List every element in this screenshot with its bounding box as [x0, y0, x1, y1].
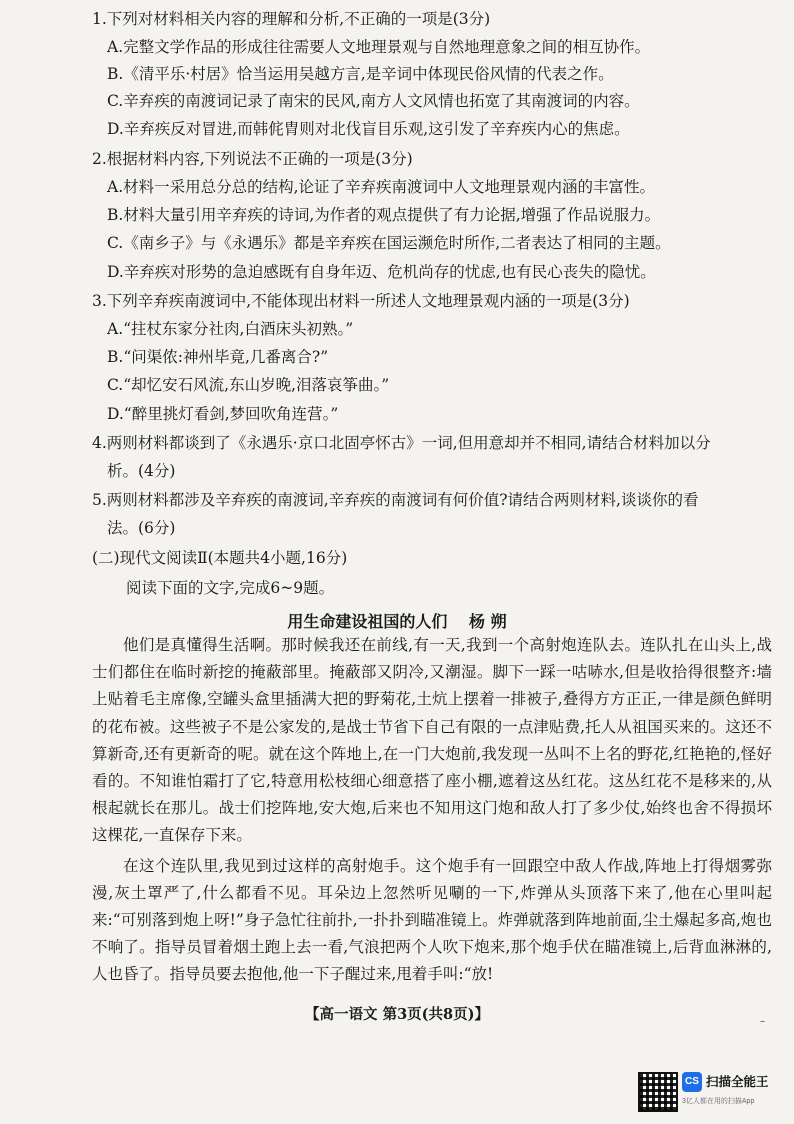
question-3-stem: 3.下列辛弃疾南渡词中,不能体现出材料一所述人文地理景观内涵的一项是(3分): [92, 292, 630, 310]
article-body: [92, 632, 772, 989]
question-4-stem: 4.两则材料都谈到了《永遇乐·京口北固亭怀古》一词,但用意却并不相同,请结合材料加以分: [92, 434, 711, 452]
question-1-option-d: D.辛弃疾反对冒进,而韩侂胄则对北伐盲目乐观,这引发了辛弃疾内心的焦虑。: [107, 120, 630, 138]
question-1-option-b: B.《清平乐·村居》恰当运用吴越方言,是辛词中体现民俗风情的代表之作。: [107, 65, 614, 83]
question-1-option-c: C.辛弃疾的南渡词记录了南宋的民风,南方人文风情也拓宽了其南渡词的内容。: [107, 92, 640, 110]
article-author: 杨 朔: [469, 612, 507, 631]
question-2-option-c: C.《南乡子》与《永遇乐》都是辛弃疾在国运濒危时所作,二者表达了相同的主题。: [107, 234, 671, 252]
question-2-option-a: A.材料一采用总分总的结构,论证了辛弃疾南渡词中人文地理景观内涵的丰富性。: [107, 178, 656, 196]
bleed-through-text: [560, 6, 575, 27]
question-3-option-b: B.“问渠侬:神州毕竟,几番离合?”: [107, 348, 329, 366]
section-heading: (二)现代文阅读Ⅱ(本题共4小题,16分): [92, 549, 348, 567]
article-title: 用生命建设祖国的人们: [287, 612, 448, 631]
article-title-line: [0, 609, 794, 632]
camscanner-logo-icon: CS: [682, 1072, 702, 1092]
qr-code-icon: [638, 1072, 678, 1112]
question-1-stem: 1.下列对材料相关内容的理解和分析,不正确的一项是(3分): [92, 10, 491, 28]
section-instruction: 阅读下面的文字,完成6~9题。: [126, 579, 335, 597]
question-3-option-a: A.“拄杖东家分社肉,白酒床头初熟。”: [107, 320, 354, 338]
question-3-option-c: C.“却忆安石风流,东山岁晚,泪落哀筝曲。”: [107, 376, 390, 394]
page-footer: 【高一语文 第3页(共8页)】: [305, 1006, 489, 1023]
question-2-option-d: D.辛弃疾对形势的急迫感既有自身年迈、危机尚存的忧虑,也有民心丧失的隐忧。: [107, 263, 656, 281]
question-2-option-b: B.材料大量引用辛弃疾的诗词,为作者的观点提供了有力论据,增强了作品说服力。: [107, 206, 661, 224]
question-5-stem: 5.两则材料都涉及辛弃疾的南渡词,辛弃疾的南渡词有何价值?请结合两则材料,谈谈你的看: [92, 491, 699, 509]
question-2-stem: 2.根据材料内容,下列说法不正确的一项是(3分): [92, 150, 413, 168]
question-3-option-d: D.“醉里挑灯看剑,梦回吹角连营。”: [107, 405, 339, 423]
question-5-continuation: 法。(6分): [107, 519, 176, 537]
camscanner-app-name: 扫描全能王: [706, 1075, 769, 1089]
article-paragraph-2: 在这个连队里,我见到过这样的高射炮手。这个炮手有一回跟空中敌人作战,阵地上打得烟雾弥漫,灰土罩严了,什么都看不见。耳朵边上忽然听见唰的一下,炸弹从头顶落下来了,他在心里叫起来:“可别落到炮上呀!”身子急忙往前扑,一扑扑到瞄准镜上。炸弹就落到阵地前面,尘土爆起多高,炮也不响了。指导员冒着烟土跑上去一看,气浪把两个人吹下炮来,那个炮手伏在瞄准镜上,后背血淋淋的,人也昏了。指导员要去抱他,他一下子醒过来,甩着手叫:“放!: [92, 856, 772, 984]
footer-dash: –: [760, 1016, 765, 1027]
question-4-continuation: 析。(4分): [107, 462, 176, 480]
article-paragraph-1: 他们是真懂得生活啊。那时候我还在前线,有一天,我到一个高射炮连队去。连队扎在山头上,战士们都住在临时新挖的掩蔽部里。掩蔽部又阴冷,又潮湿。脚下一踩一咕哧水,但是收拾得很整齐:墙上贴着毛主席像,空罐头盒里插满大把的野菊花,土炕上摆着一排被子,叠得方方正正,一律是颜色鲜明的花布被。这些被子不是公家发的,是战士节省下自己有限的一点津贴费,托人从祖国买来的。这还不算新奇,还有更新奇的呢。就在这个阵地上,在一门大炮前,我发现一丛叫不上名的野花,红艳艳的,怪好看的。不知谁怕霜打了它,特意用松枝细心细意搭了座小棚,遮着这丛红花。这丛红花不是移来的,从根起就长在那儿。战士们挖阵地,安大炮,后来也不知用这门炮和敌人打了多少仗,始终也舍不得损坏这棵花,一直保存下来。: [92, 636, 772, 845]
question-1-option-a: A.完整文学作品的形成往往需要人文地理景观与自然地理意象之间的相互协作。: [107, 38, 651, 56]
camscanner-tagline: 3亿人都在用的扫描App: [682, 1098, 755, 1105]
